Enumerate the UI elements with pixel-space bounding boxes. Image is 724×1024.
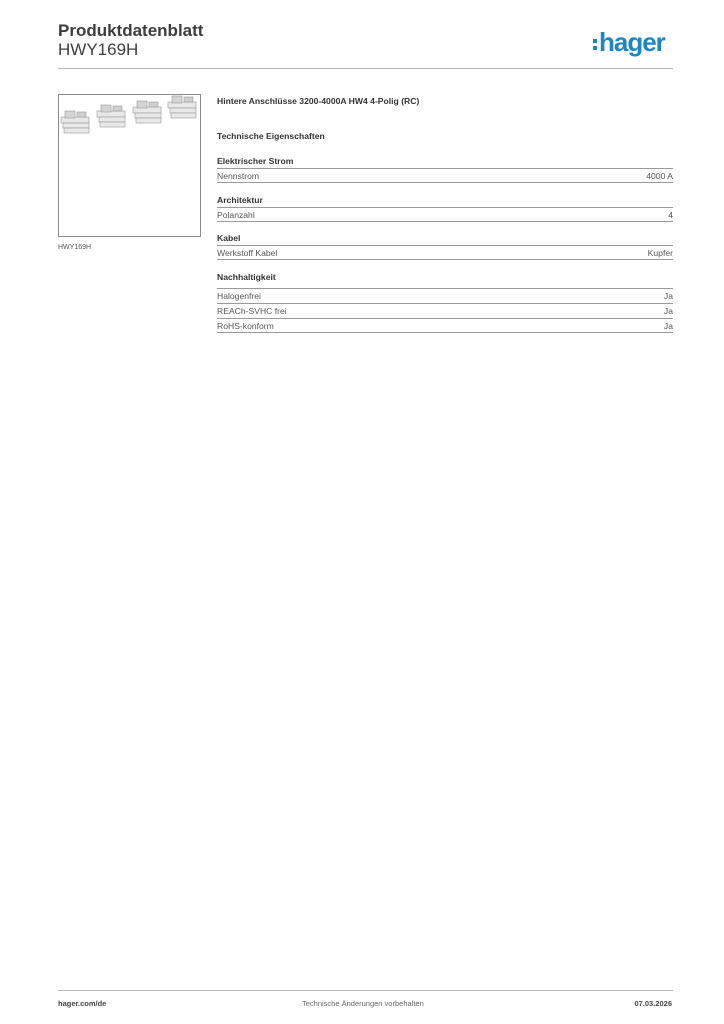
header-divider [58, 68, 673, 69]
row-value: Ja [663, 306, 673, 316]
product-title: Hintere Anschlüsse 3200-4000A HW4 4-Polig (RC) [217, 96, 420, 106]
table-row [217, 168, 673, 183]
group-title-kabel: Kabel [217, 233, 241, 243]
group-title-elektrischer-strom: Elektrischer Strom [217, 156, 294, 166]
row-label: Halogenfrei [217, 291, 261, 301]
logo-text: hager [599, 27, 665, 57]
row-value: Ja [663, 321, 673, 331]
footer-notice: Technische Änderungen vorbehalten [302, 999, 424, 1008]
table-row [217, 245, 673, 260]
row-value: Ja [663, 291, 673, 301]
group-title-architektur: Architektur [217, 195, 263, 205]
footer-website-link[interactable]: hager.com/de [58, 999, 107, 1008]
product-code: HWY169H [58, 40, 139, 59]
row-label: Polanzahl [217, 210, 255, 220]
table-row [217, 207, 673, 222]
footer-divider [58, 990, 673, 991]
table-row [217, 318, 673, 333]
row-label: REACh-SVHC frei [217, 306, 287, 316]
table-row [217, 288, 673, 303]
row-value: Kupfer [647, 248, 673, 258]
row-label: Werkstoff Kabel [217, 248, 278, 258]
footer-date: 07.03.2026 [634, 999, 672, 1008]
row-value: 4000 A [646, 171, 673, 181]
hager-logo [593, 27, 665, 57]
product-image-caption: HWY169H [58, 244, 92, 251]
logo-colon-icon [593, 36, 597, 53]
product-image [58, 94, 201, 237]
group-title-nachhaltigkeit: Nachhaltigkeit [217, 272, 276, 282]
document-title: Produktdatenblatt [58, 21, 204, 40]
row-label: RoHS-konform [217, 321, 274, 331]
connection-terminals-image [59, 95, 200, 236]
table-row [217, 303, 673, 318]
row-value: 4 [668, 210, 673, 220]
section-heading: Technische Eigenschaften [217, 131, 325, 141]
row-label: Nennstrom [217, 171, 260, 181]
